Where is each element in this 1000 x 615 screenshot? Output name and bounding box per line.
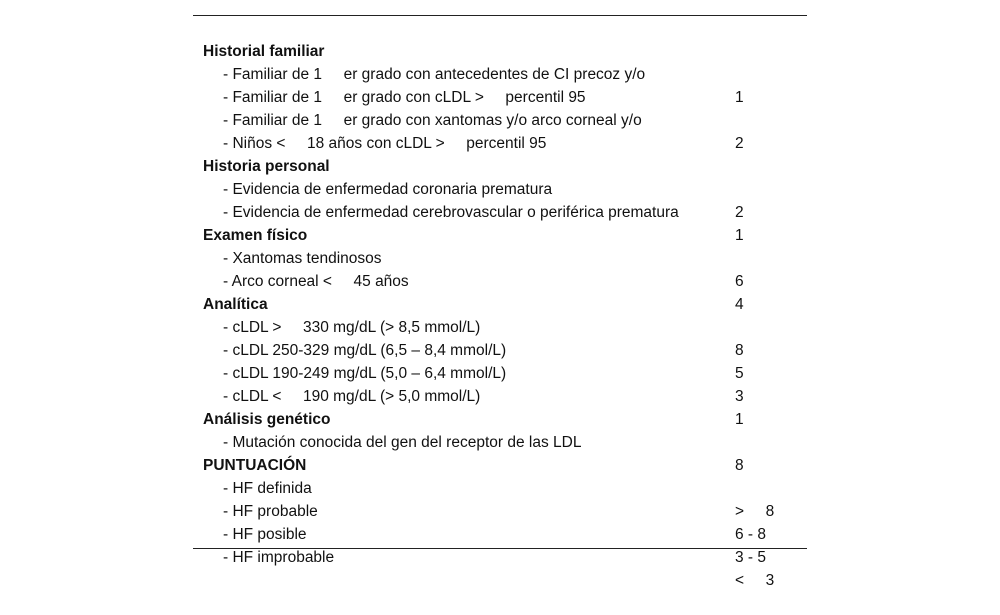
criterion-label: - cLDL 250-329 mg/dL (6,5 – 8,4 mmol/L) <box>223 342 507 359</box>
section-header <box>193 270 807 313</box>
criterion-label: - Evidencia de enfermedad coronaria prematura <box>223 181 553 198</box>
criterion-label: - HF posible <box>223 526 307 543</box>
criterion-points: 2 <box>735 135 744 152</box>
criterion-label: - HF definida <box>223 480 312 497</box>
criterion-points: 1 <box>735 89 744 106</box>
section-title: Analítica <box>203 296 268 313</box>
criterion-label: - Mutación conocida del gen del receptor de las LDL <box>223 434 582 451</box>
criterion-label: - HF probable <box>223 503 318 520</box>
criterion-label: - Evidencia de enfermedad cerebrovascular o periférica prematura <box>223 204 679 221</box>
section-header <box>193 431 807 474</box>
criterion-label: - Familiar de 1 er grado con antecedentes de CI precoz y/o <box>223 66 646 83</box>
criterion-points: > 8 <box>735 503 775 520</box>
section-header <box>193 132 807 175</box>
criterion-points: 1 <box>735 227 744 244</box>
criterion-label: - HF improbable <box>223 549 335 566</box>
criterion-points: 2 <box>735 204 744 221</box>
section-header <box>193 17 807 60</box>
section-header <box>193 385 807 428</box>
criterion-points: 8 <box>735 342 744 359</box>
score-table <box>193 15 807 589</box>
criterion-points: 6 - 8 <box>735 526 767 543</box>
criterion-label: - Familiar de 1 er grado con xantomas y/o arco corneal y/o <box>223 112 642 129</box>
section-title: PUNTUACIÓN <box>203 457 307 474</box>
section-header <box>193 201 807 244</box>
criterion-points: 3 - 5 <box>735 549 767 566</box>
criterion-points: 5 <box>735 365 744 382</box>
criterion-label: - Xantomas tendinosos <box>223 250 382 267</box>
criterion-points: 3 <box>735 388 744 405</box>
section-title: Examen físico <box>203 227 308 244</box>
criterion-points: 6 <box>735 273 744 290</box>
criterion-points: 4 <box>735 296 744 313</box>
section-title: Historial familiar <box>203 43 325 60</box>
section-title: Historia personal <box>203 158 330 175</box>
criterion-points: 8 <box>735 457 744 474</box>
criterion-label: - Familiar de 1 er grado con cLDL > percentil 95 <box>223 89 586 106</box>
criterion-label: - Niños < 18 años con cLDL > percentil 95 <box>223 135 547 152</box>
section-title: Análisis genético <box>203 411 331 428</box>
criterion-label: - cLDL > 330 mg/dL (> 8,5 mmol/L) <box>223 319 481 336</box>
criterion-label: - cLDL 190-249 mg/dL (5,0 – 6,4 mmol/L) <box>223 365 507 382</box>
table-row <box>193 63 807 106</box>
criterion-label: - Arco corneal < 45 años <box>223 273 409 290</box>
criterion-label: - cLDL < 190 mg/dL (> 5,0 mmol/L) <box>223 388 481 405</box>
criterion-points: 1 <box>735 411 744 428</box>
table-row <box>193 109 807 152</box>
criterion-points: < 3 <box>735 572 775 589</box>
